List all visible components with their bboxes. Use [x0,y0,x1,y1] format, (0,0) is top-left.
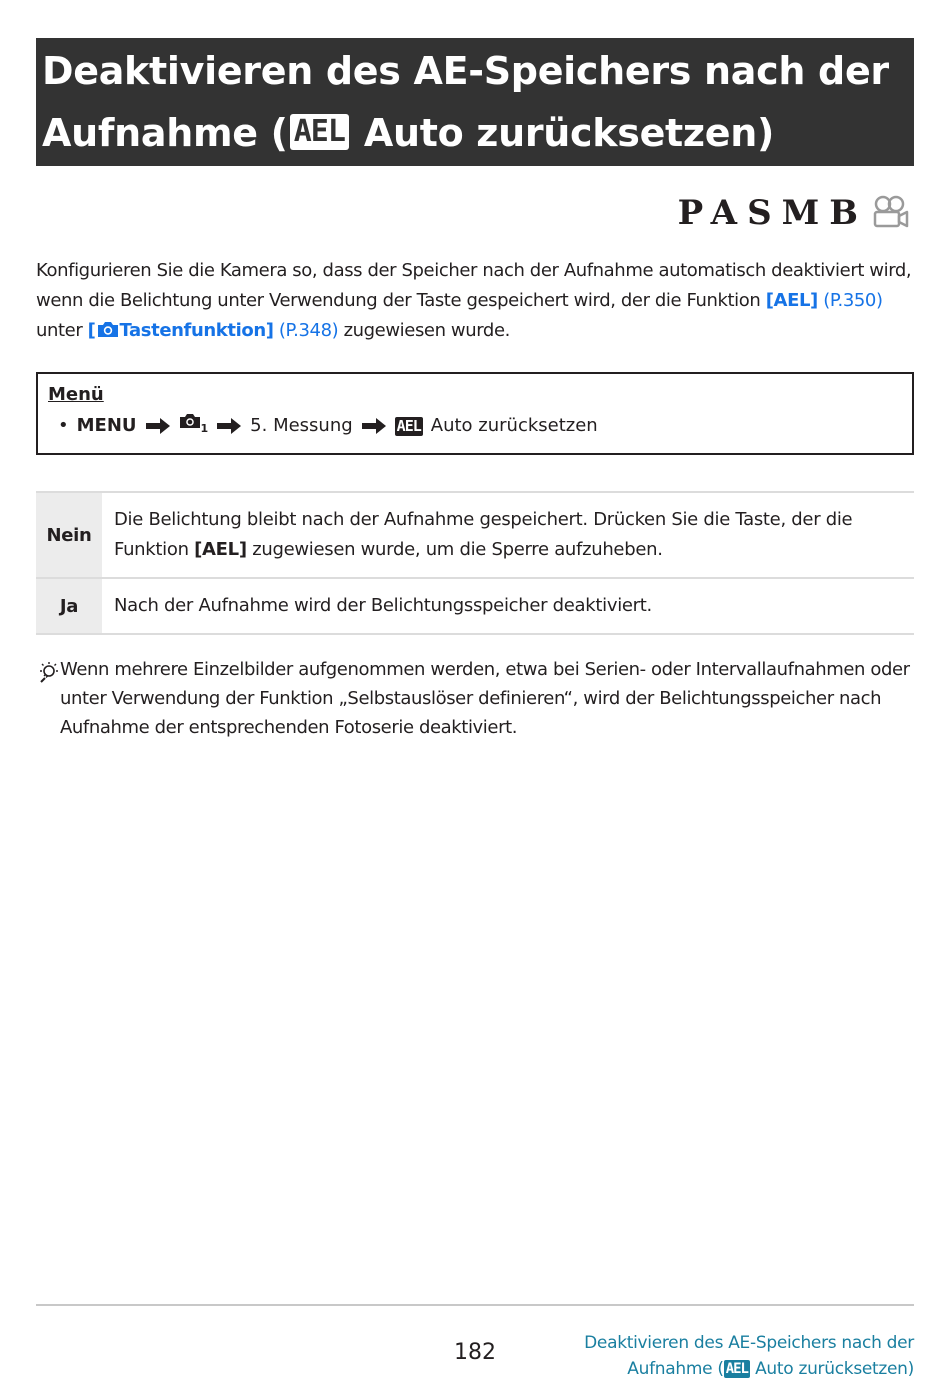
ael-icon: AEL [725,1361,748,1377]
intro-text-3: zugewiesen wurde. [338,320,510,341]
ael-icon: AEL [396,416,421,435]
footer-title-line2-start: Aufnahme ( [627,1359,724,1379]
page-title-line2-end: Auto zurücksetzen) [350,111,775,155]
bullet: • [58,415,69,436]
page-title [42,40,914,164]
menu-button-label: MENU [76,415,137,436]
arrow-right-icon [216,417,242,435]
menu-step: 5. Messung [250,415,353,436]
page-ref-350-link[interactable]: (P.350) [823,290,883,311]
option-description [102,492,914,578]
mode-letters: PASMB [677,193,868,233]
option-desc-bold: [AEL] [194,539,247,560]
tip-note [36,655,916,742]
tastenfunktion-link[interactable] [88,320,274,341]
intro-text-2: unter [36,320,88,341]
camera-icon [96,319,120,339]
page-number: 182 [454,1340,496,1365]
option-key: Nein [36,492,102,578]
page-title-bar [36,38,914,166]
footer-title-line1: Deaktivieren des AE-Speichers nach der [584,1333,914,1353]
arrow-right-icon [361,417,387,435]
option-description [102,578,914,634]
menu-item: Auto zurücksetzen [430,415,598,436]
page-title-line2-start: Aufnahme ( [42,111,288,155]
menu-heading: Menü [48,384,104,405]
intro-paragraph [36,256,916,346]
tip-icon [36,659,58,683]
footer-divider [36,1304,914,1306]
footer-section-link[interactable] [584,1330,914,1382]
intro-text-1: Konfigurieren Sie die Kamera so, dass der Speicher nach der Aufnahme automatisch deaktiviert wird, wenn die Belichtung unter Verwendung der Taste gespeichert wird, der die Funktion [36,260,912,311]
page-ref-348-link[interactable]: (P.348) [278,320,339,341]
ael-icon: AEL [290,114,349,150]
option-desc-text: Nach der Aufnahme wird der Belichtungsspeicher deaktiviert. [114,595,652,616]
tastenfunktion-label: Tastenfunktion] [119,320,274,341]
camera-icon [179,412,201,430]
arrow-right-icon [145,417,171,435]
tip-text: Wenn mehrere Einzelbilder aufgenommen werden, etwa bei Serien- oder Intervallaufnahmen oder unter Verwendung der Funktion „Selbstauslöser definieren“, wird der Belichtungsspeicher nach Aufnahme der entsprechenden Fotoserie deaktiviert. [60,659,910,738]
movie-camera-icon [870,195,910,231]
camera-menu-number: 1 [200,422,209,435]
shooting-modes [678,190,910,236]
table-row [36,492,914,578]
table-row [36,578,914,634]
options-table [36,491,914,635]
ael-function-link[interactable]: [AEL] [765,290,818,311]
option-key: Ja [36,578,102,634]
camera-menu-1 [179,408,209,444]
tastenfunktion-bracket: [ [87,320,96,341]
page-title-line1: Deaktivieren des AE-Speichers nach der [42,49,889,93]
option-desc-text: Die Belichtung bleibt nach der Aufnahme gespeichert. Drücken Sie die Taste, der die Funktion [114,509,853,560]
menu-path-box [36,372,914,455]
option-desc-text: zugewiesen wurde, um die Sperre aufzuheben. [246,539,663,560]
footer-title-line2-end: Auto zurücksetzen) [749,1359,914,1379]
menu-path [58,408,902,444]
